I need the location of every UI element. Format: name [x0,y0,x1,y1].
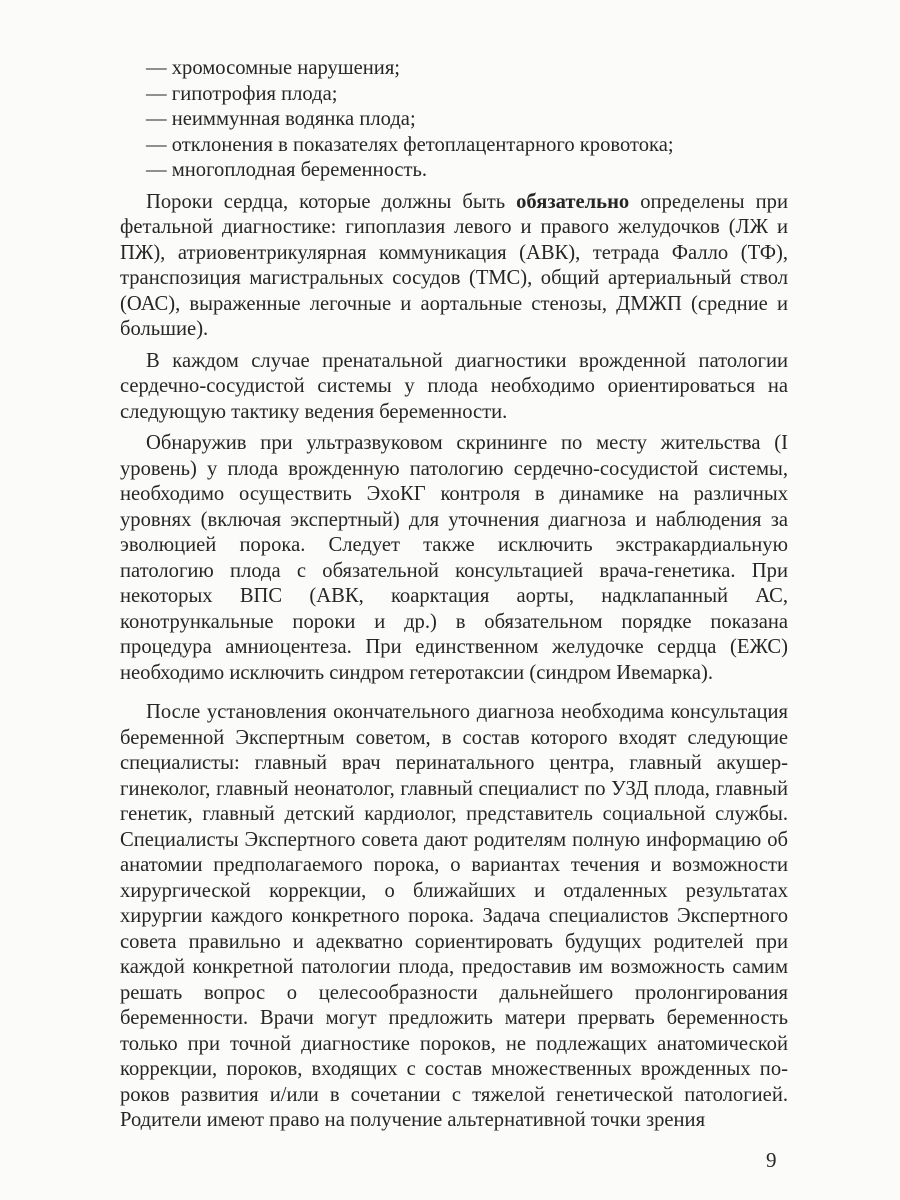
paragraph-tactics: В каждом случае пренатальной диагностики врожденной патологии сердечно-сосудистой системы у плода необходимо ориентироваться на следующую тактику ведения беременности. [120,349,788,423]
paragraph-heart-defects [120,190,788,343]
paragraph-screening: Обнаружив при ультразвуковом скрининге по месту жительства (I уровень) у плода врожденную патологию сердечно-сосудистой системы, необходимо осуществить ЭхоКГ контроля в динамике на различных уровнях (включая экспертный) для уточнения диагноза и наблюдения за эволюцией порока. Следует также исключить экстракардиальную патологию плода с обязательной консультацией врача-генетика. При некоторых ВПС (АВК, коарктация аорты, надклапанный АС, конотрункальные пороки и др.) в обязательном порядке показана процедура амниоцентеза. При единственном желудочке сердца (ЕЖС) необходимо исключить синдром гетеротаксии (синдром Ивемарка). [120,432,788,684]
list-item: — отклонения в показателях фетоплацентарного кровотока; [146,133,674,156]
page-number: 9 [766,1148,777,1172]
list-item: — хромосомные нарушения; [146,57,401,79]
paragraph-text: определены при фетальной диагностике: гипоплазия левого и правого желудочков (ЛЖ и ПЖ), атриовентрикулярная коммуникация (АВК), тетрада Фалло (ТФ), транспозиция магистральных сосудов (ТМС), общий артериальный ствол (ОАС), выраженные легочные и аортальные стенозы, ДМЖП (средние и большие). [120,190,788,340]
paragraph-expert-council: После установления окончательного диагноза необходима консультация беременной Экспертным советом, в состав которого входят следующие специалисты: главный врач перинатального центра, главный акушер-гинеколог, главный неонатолог, главный специалист по УЗД плода, главный генетик, главный детский кардиолог, представитель социальной службы. Специалисты Экспертного совета дают родителям полную информацию об анатомии предполагаемого порока, о вариантах течения и возможности хирургической коррекции, о ближайших и отдаленных результатах хирургии каждого конкретного порока. Задача специалистов Экспертного совета правильно и адекватно сориентировать будущих родителей при каждой конкретной патологии плода, предоставив им возможность самим решать вопрос о целесообразности дальнейшего пролонгирования беременности. Врачи могут предложить матери прервать беременность только при точной диагностике пороков, не подлежащих анатомической коррекции, пороков, входящих с состав множественных врожденных пороков развития и/или в сочетании с тяжелой генетической патологией. Родители имеют право на получение альтернативной точки зрения [120,701,788,1131]
list-item: — неиммунная водянка плода; [146,108,416,130]
paragraph-text: Пороки сердца, которые должны быть [146,190,517,213]
list-item: — многоплодная беременность. [146,159,428,181]
emphasis-text: обязательно [516,190,630,213]
main-text [120,56,788,1134]
list-item: — гипотрофия плода; [146,82,338,105]
indications-list [120,56,788,184]
